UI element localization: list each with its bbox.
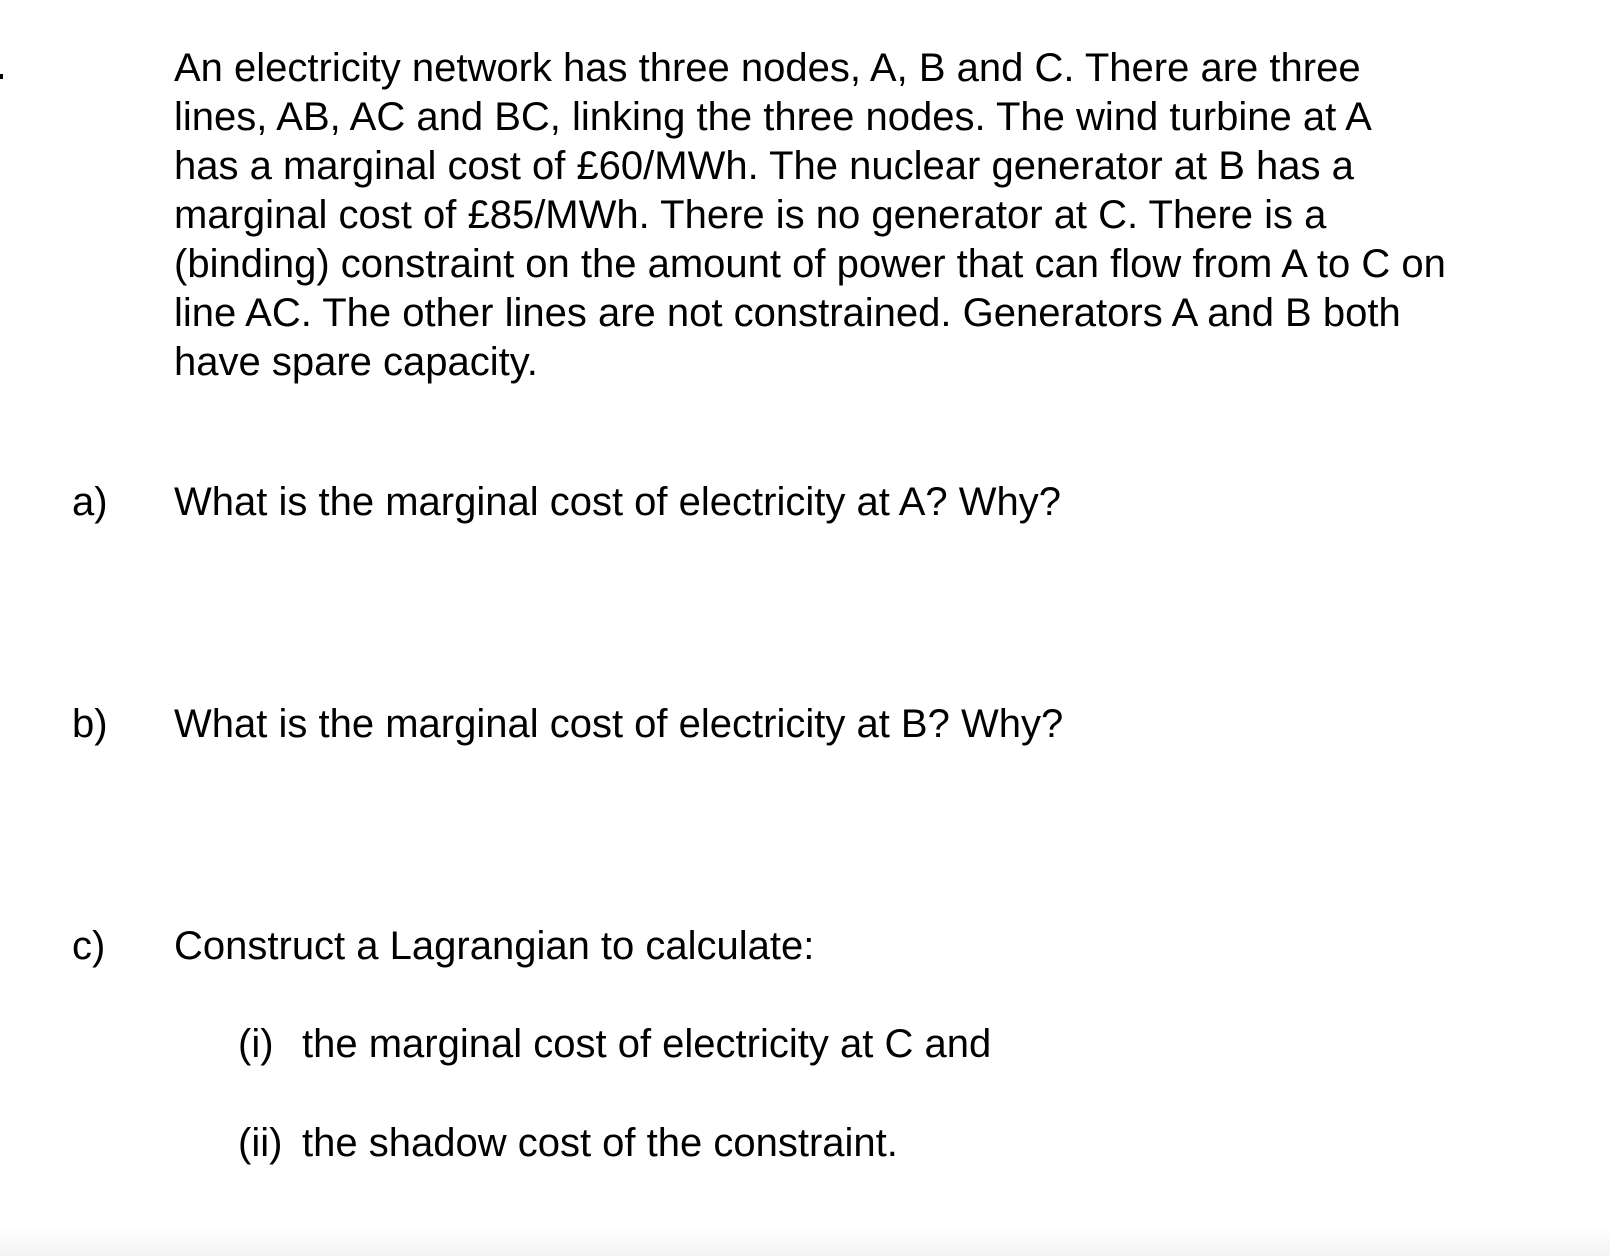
statement-line: marginal cost of £85/MWh. There is no generator at C. There is a [174,193,1327,237]
statement-line: have spare capacity. [174,340,538,384]
subpart-label: (i) [238,1022,274,1066]
statement-line: lines, AB, AC and BC, linking the three nodes. The wind turbine at A [174,95,1372,139]
question-label: c) [72,924,106,968]
question-label: b) [72,702,108,746]
statement-line: line AC. The other lines are not constrained. Generators A and B both [174,291,1401,335]
statement-line: An electricity network has three nodes, A, B and C. There are three [174,46,1361,90]
subpart-text: the marginal cost of electricity at C and [302,1022,992,1066]
bottom-edge-shade [0,1226,1610,1256]
question-label: a) [72,480,108,524]
statement-line: (binding) constraint on the amount of power that can flow from A to C on [174,242,1446,286]
edge-mark [0,74,3,79]
question-text: Construct a Lagrangian to calculate: [174,924,815,968]
subpart-ii [238,1119,898,1168]
statement-line: has a marginal cost of £60/MWh. The nuclear generator at B has a [174,144,1354,188]
problem-statement [174,44,1594,387]
subpart-label: (ii) [238,1121,283,1165]
subpart-i [238,1020,991,1069]
question-text: What is the marginal cost of electricity at B? Why? [174,702,1064,746]
subpart-text: the shadow cost of the constraint. [302,1121,898,1165]
question-text: What is the marginal cost of electricity at A? Why? [174,480,1062,524]
